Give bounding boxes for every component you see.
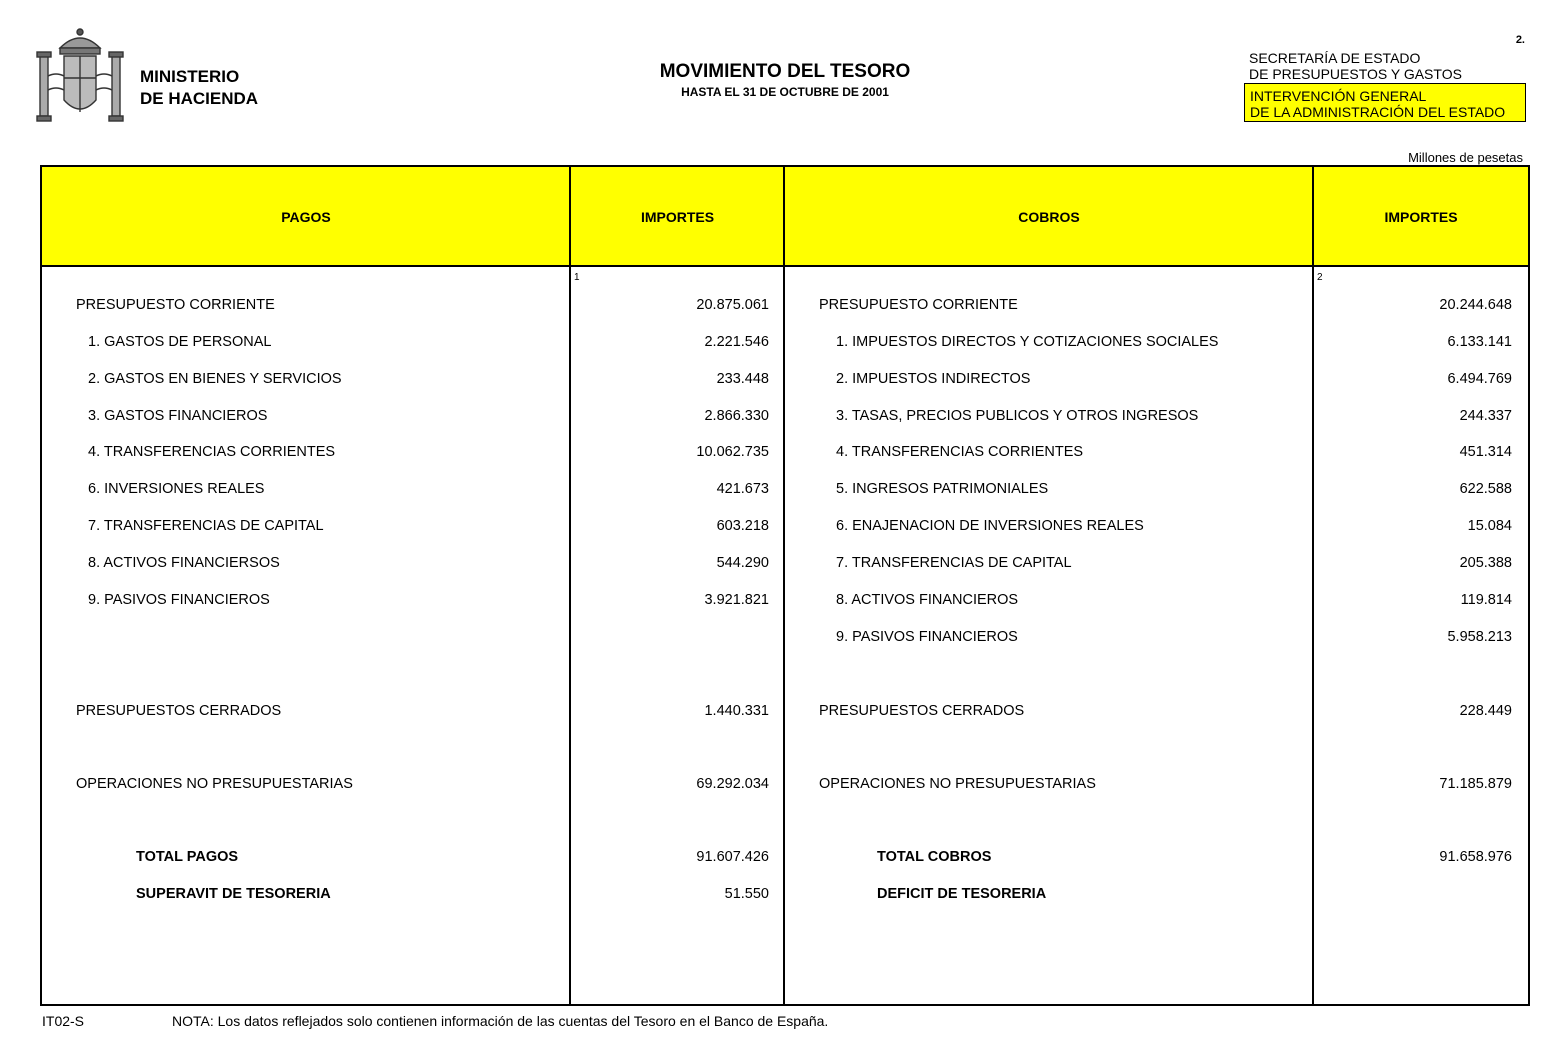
intervencion-line-2: DE LA ADMINISTRACIÓN DEL ESTADO xyxy=(1250,104,1506,120)
cobros-row-value: 6.133.141 xyxy=(1447,334,1512,350)
pagos-row-value: 10.062.735 xyxy=(696,444,769,460)
cobros-row-label: 6. ENAJENACION DE INVERSIONES REALES xyxy=(836,518,1144,534)
cobros-row-value: 205.388 xyxy=(1459,555,1512,571)
column-divider xyxy=(569,165,571,1006)
units-label: Millones de pesetas xyxy=(1408,150,1523,165)
cobros-row-label: DEFICIT DE TESORERIA xyxy=(877,886,1047,902)
cobros-row-value: 71.185.879 xyxy=(1439,776,1512,792)
cobros-row-label: 2. IMPUESTOS INDIRECTOS xyxy=(836,371,1031,387)
pagos-row-label: 1. GASTOS DE PERSONAL xyxy=(88,334,272,350)
ministry-name xyxy=(140,66,258,110)
cobros-row-value: 228.449 xyxy=(1459,703,1512,719)
secretaria-block xyxy=(1249,50,1462,82)
report-title-block xyxy=(600,61,970,99)
report-title: MOVIMIENTO DEL TESORO xyxy=(659,61,911,82)
pagos-row-value: 603.218 xyxy=(716,518,769,534)
secretaria-line-2: DE PRESUPUESTOS Y GASTOS xyxy=(1249,66,1462,82)
cobros-row-value: 622.588 xyxy=(1459,481,1512,497)
header-importes-2: IMPORTES xyxy=(1384,209,1458,225)
cobros-row-label: 9. PASIVOS FINANCIEROS xyxy=(836,629,1018,645)
column-divider xyxy=(783,165,785,1006)
pagos-row-label: 2. GASTOS EN BIENES Y SERVICIOS xyxy=(88,371,342,387)
cobros-row-label: 1. IMPUESTOS DIRECTOS Y COTIZACIONES SOCIALES xyxy=(836,334,1219,350)
column-divider xyxy=(1312,165,1314,1006)
cobros-row-value: 6.494.769 xyxy=(1447,371,1512,387)
pagos-row-label: OPERACIONES NO PRESUPUESTARIAS xyxy=(76,776,353,792)
cobros-row-label: TOTAL COBROS xyxy=(877,849,992,865)
pagos-row-value: 91.607.426 xyxy=(696,849,769,865)
ministry-line-2: DE HACIENDA xyxy=(140,89,259,108)
pagos-row-label: PRESUPUESTO CORRIENTE xyxy=(76,297,275,313)
pagos-row-value: 69.292.034 xyxy=(696,776,769,792)
report-code: IT02-S xyxy=(42,1013,85,1029)
cobros-row-value: 15.084 xyxy=(1467,518,1512,534)
pagos-row-value: 544.290 xyxy=(716,555,769,571)
cobros-row-label: 5. INGRESOS PATRIMONIALES xyxy=(836,481,1049,497)
cobros-row-value: 5.958.213 xyxy=(1447,629,1512,645)
intervencion-line-1: INTERVENCIÓN GENERAL xyxy=(1250,88,1427,104)
pagos-row-label: 8. ACTIVOS FINANCIERSOS xyxy=(88,555,280,571)
cobros-row-label: PRESUPUESTO CORRIENTE xyxy=(819,297,1018,313)
cobros-row-label: 8. ACTIVOS FINANCIEROS xyxy=(836,592,1019,608)
pagos-row-label: 6. INVERSIONES REALES xyxy=(88,481,265,497)
pagos-row-value: 2.221.546 xyxy=(704,334,769,350)
cobros-row-value: 244.337 xyxy=(1459,408,1512,424)
pagos-row-label: SUPERAVIT DE TESORERIA xyxy=(136,886,331,902)
cobros-row-value: 451.314 xyxy=(1459,444,1512,460)
pagos-row-label: PRESUPUESTOS CERRADOS xyxy=(76,703,282,719)
coat-of-arms-logo xyxy=(32,26,128,130)
footer-note: NOTA: Los datos reflejados solo contienen información de las cuentas del Tesoro en el Banco de España. xyxy=(172,1013,829,1029)
cobros-row-label: PRESUPUESTOS CERRADOS xyxy=(819,703,1025,719)
pagos-row-label: 4. TRANSFERENCIAS CORRIENTES xyxy=(88,444,336,460)
cobros-row-label: 4. TRANSFERENCIAS CORRIENTES xyxy=(836,444,1084,460)
cobros-row-label: OPERACIONES NO PRESUPUESTARIAS xyxy=(819,776,1096,792)
table-frame xyxy=(40,165,1530,1006)
pagos-row-value: 51.550 xyxy=(724,886,769,902)
pagos-row-value: 233.448 xyxy=(716,371,769,387)
pagos-row-value: 20.875.061 xyxy=(696,297,769,313)
column-number-2: 2 xyxy=(1317,272,1323,283)
pagos-row-value: 3.921.821 xyxy=(704,592,769,608)
pagos-row-label: TOTAL PAGOS xyxy=(136,849,239,865)
pagos-row-value: 2.866.330 xyxy=(704,408,769,424)
cobros-row-value: 119.814 xyxy=(1460,592,1512,608)
header-cobros: COBROS xyxy=(1018,209,1080,225)
pagos-row-label: 7. TRANSFERENCIAS DE CAPITAL xyxy=(88,518,324,534)
cobros-row-label: 3. TASAS, PRECIOS PUBLICOS Y OTROS INGRESOS xyxy=(836,408,1199,424)
column-number-1: 1 xyxy=(574,272,580,283)
header-pagos: PAGOS xyxy=(281,209,331,225)
pagos-row-label: 9. PASIVOS FINANCIEROS xyxy=(88,592,270,608)
cobros-row-label: 7. TRANSFERENCIAS DE CAPITAL xyxy=(836,555,1072,571)
pagos-row-label: 3. GASTOS FINANCIEROS xyxy=(88,408,268,424)
page-number: 2. xyxy=(1515,34,1525,46)
pagos-row-value: 421.673 xyxy=(716,481,769,497)
cobros-row-value: 91.658.976 xyxy=(1439,849,1512,865)
intervencion-box xyxy=(1244,83,1526,122)
secretaria-line-1: SECRETARÍA DE ESTADO xyxy=(1249,50,1421,66)
header-importes-1: IMPORTES xyxy=(640,209,715,225)
cobros-row-value: 20.244.648 xyxy=(1439,297,1512,313)
report-subtitle: HASTA EL 31 DE OCTUBRE DE 2001 xyxy=(681,85,889,99)
pagos-row-value: 1.440.331 xyxy=(704,703,769,719)
ministry-line-1: MINISTERIO xyxy=(140,67,240,86)
